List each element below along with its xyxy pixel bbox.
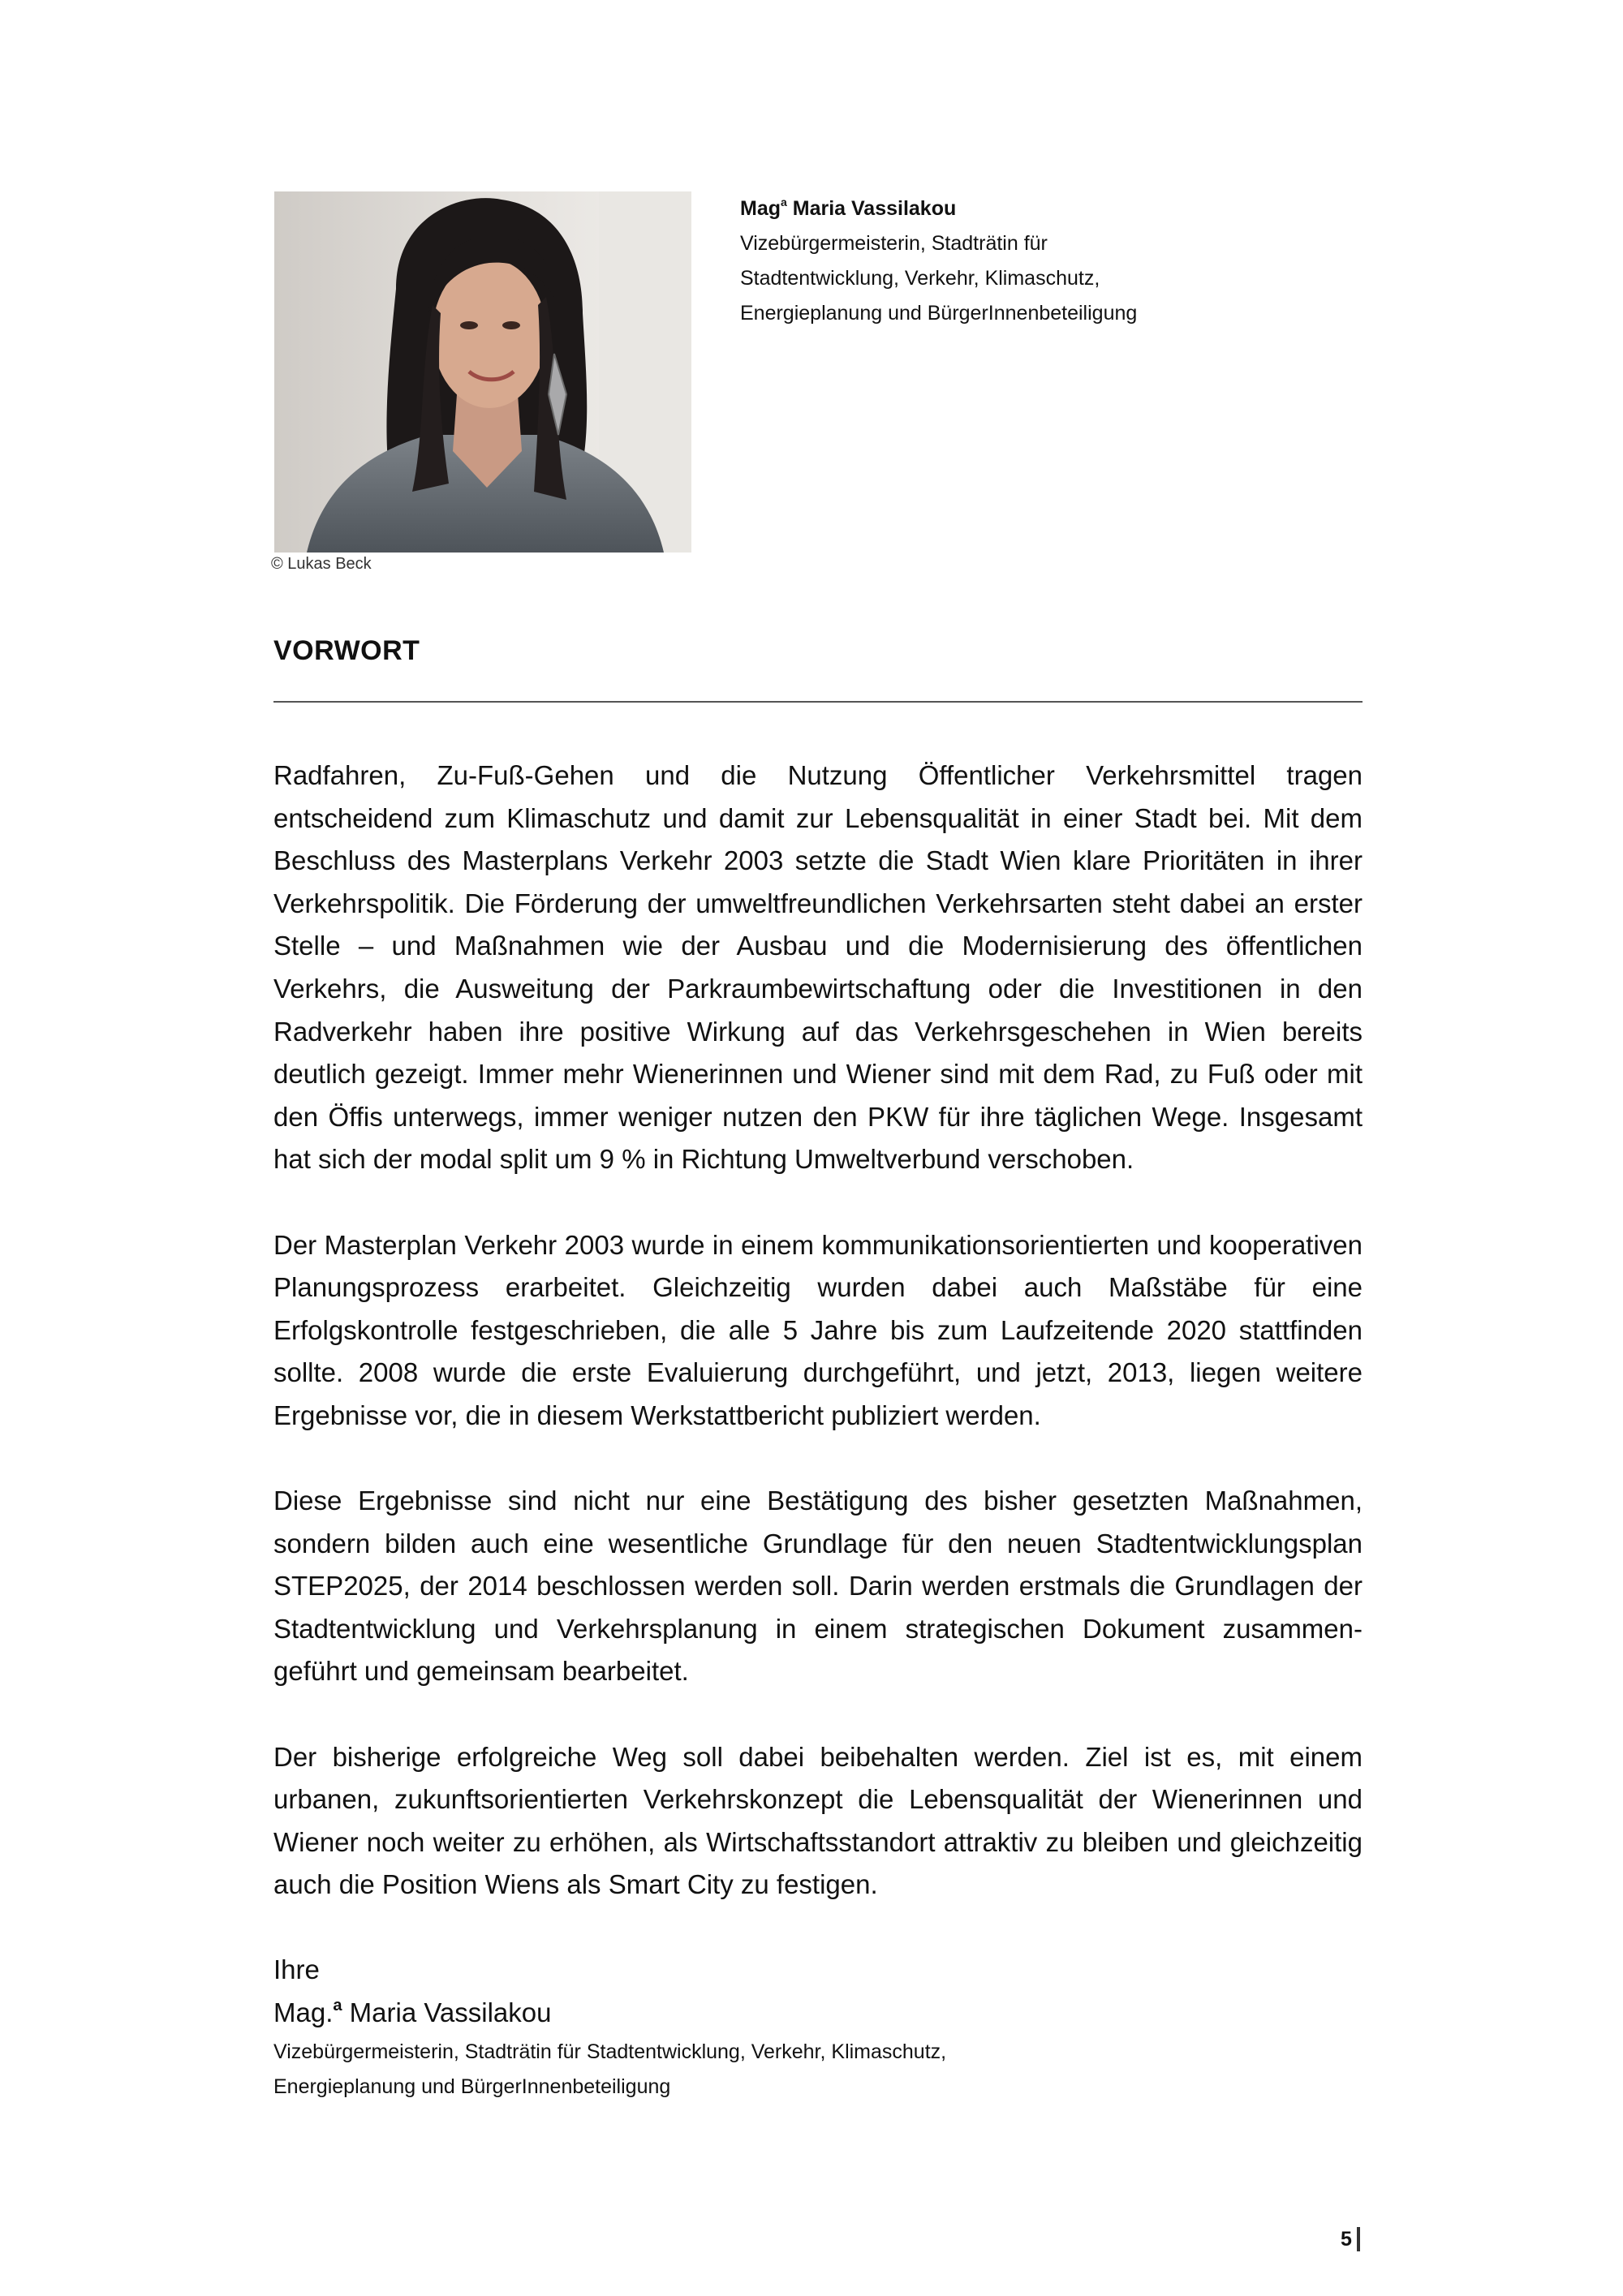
author-role-line: Energieplanung und BürgerInnenbeteiligung [740, 302, 1138, 325]
body-paragraph: Der bisherige erfolgreiche Weg soll dabei beibehalten werden. Ziel ist es, mit einem urbanen, zukunftsorientierten Verkehrskonzept die Lebensqualität der Wienerinnen und Wiener noch weiter zu erhöhen, als Wirtschaftsstandort attraktiv zu bleiben und gleichzeitig auch die Position Wiens als Smart City zu festigen. [273, 1741, 1363, 1900]
foreword-body [273, 755, 1363, 1950]
closing-role-line: Vizebürgermeisterin, Stadträtin für Stadtentwicklung, Verkehr, Klimaschutz, [273, 2040, 947, 2063]
body-paragraph: Diese Ergebnisse sind nicht nur eine Bestätigung des bisher gesetzten Maßnahmen, sondern bilden auch eine wesentliche Grundlage für den neuen Stadtentwicklungsplan STEP2025, der 2014 beschlossen werden soll. Darin werden erstmals die Grundlagen der Stadtentwicklung und Verkehrsplanung in einem strategischen Dokument zusammengeführt und gemeinsam bearbeitet. [273, 1486, 1363, 1687]
body-paragraph: Radfahren, Zu-Fuß-Gehen und die Nutzung Öffentlicher Verkehrsmittel tragen entscheidend zum Klimaschutz und damit zur Lebensqualität in einer Stadt bei. Mit dem Beschluss des Masterplans Verkehr 2003 setzte die Stadt Wien klare Prioritäten in ihrer Verkehrspolitik. Die Förderung der umweltfreundlichen Verkehrsarten steht dabei an erster Stelle – und Maßnahmen wie der Ausbau und die Modernisierung des öffentlichen Verkehrs, die Ausweitung der Parkraumbewirtschaftung oder die Investitionen in den Radverkehr haben ihre positive Wirkung auf das Verkehrsgeschehen in Wien bereits deutlich gezeigt. Immer mehr Wienerinnen und Wiener sind mit dem Rad, zu Fuß oder mit den Öffis unterwegs, immer weniger nutzen den PKW für ihre täglichen Wege. Insgesamt hat sich der modal split um 9 % in Richtung Umweltverbund verschoben. [273, 760, 1363, 1175]
author-name-prefix: Mag [740, 197, 781, 220]
heading-divider [273, 701, 1363, 703]
body-paragraph: Der Masterplan Verkehr 2003 wurde in einem kommunikationsorientierten und kooperativen Planungsprozess erarbeitet. Gleichzeitig wurden dabei auch Maßstäbe für eine Erfolgskontrolle festgeschrieben, die alle 5 Jahre bis zum Laufzeitende 2020 stattfinden sollte. 2008 wurde die erste Evaluierung durchgeführt, und jetzt, 2013, liegen weitere Ergebnisse vor, die in diesem Werkstattbericht publiziert werden. [273, 1229, 1363, 1430]
author-role-line: Vizebürgermeisterin, Stadträtin für [740, 232, 1048, 255]
closing-role-line: Energieplanung und BürgerInnenbeteiligung [273, 2075, 671, 2098]
author-portrait-photo [274, 191, 691, 553]
author-name-rest: Maria Vassilakou [786, 197, 957, 220]
closing-name-rest: Maria Vassilakou [342, 1997, 552, 2027]
page-number: 5 [1341, 2227, 1360, 2251]
page-heading: VORWORT [273, 635, 420, 666]
author-info [740, 191, 1389, 331]
author-name-superscript: a [781, 196, 787, 209]
closing-name-prefix: Mag. [273, 1997, 334, 2027]
photo-credit: © Lukas Beck [271, 555, 372, 573]
closing-name-superscript: a [333, 1996, 342, 2014]
closing-name [273, 1992, 552, 2035]
author-role-line: Stadtentwicklung, Verkehr, Klimaschutz, [740, 267, 1100, 290]
closing-greeting: Ihre [273, 1954, 320, 1984]
author-name [740, 191, 1389, 226]
closing-signature [273, 1949, 552, 2034]
closing-role [273, 2035, 946, 2105]
portrait-illustration [274, 191, 691, 553]
